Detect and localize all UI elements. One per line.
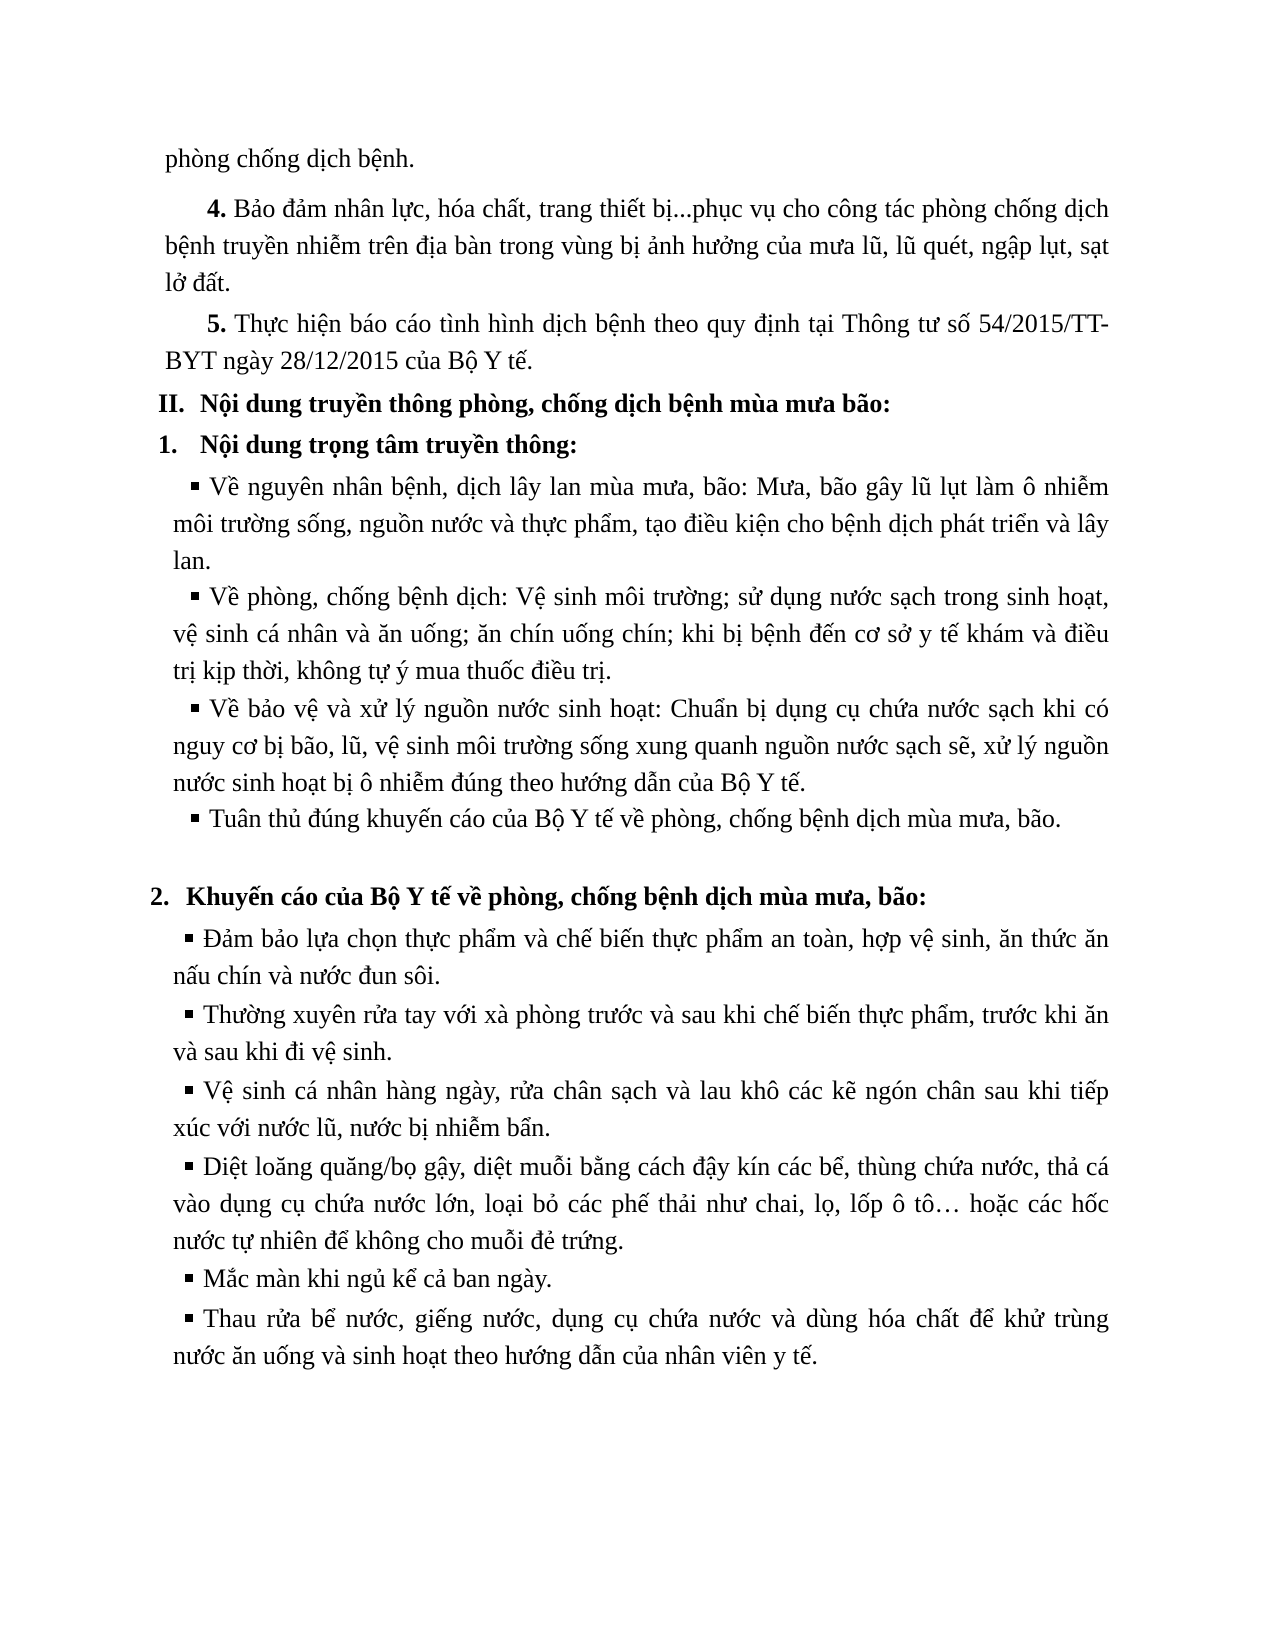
list-item [173,1072,1109,1146]
subsection-1-number: 1. [158,430,178,459]
bullet-icon [191,482,199,490]
paragraph-4-text: Bảo đảm nhân lực, hóa chất, trang thiết bị...phục vụ cho công tác phòng chống dịch bệnh truyền nhiễm trên địa bàn trong vùng bị ảnh hưởng của mưa lũ, lũ quét, ngập lụt, sạt lở đất. [165,194,1110,297]
subsection-2-number: 2. [150,882,170,911]
list-item-text: Thau rửa bể nước, giếng nước, dụng cụ chứa nước và dùng hóa chất để khử trùng nước ăn uống và sinh hoạt theo hướng dẫn của nhân viên y tế. [173,1304,1109,1370]
subsection-2-title: Khuyến cáo của Bộ Y tế về phòng, chống bệnh dịch mùa mưa, bão: [186,882,928,911]
list-item [173,800,1109,837]
list-item [173,920,1109,994]
list-item-text: Diệt loăng quăng/bọ gậy, diệt muỗi bằng cách đậy kín các bể, thùng chứa nước, thả cá vào dụng cụ chứa nước lớn, loại bỏ các phế thải như chai, lọ, lốp ô tô… hoặc các hốc nước tự nhiên để không cho muỗi đẻ trứng. [173,1152,1109,1255]
subsection-1-title: Nội dung trọng tâm truyền thông: [200,430,578,459]
bullet-icon [185,1162,193,1170]
list-item-text: Tuân thủ đúng khuyến cáo của Bộ Y tế về phòng, chống bệnh dịch mùa mưa, bão. [209,804,1062,833]
list-item [173,468,1109,579]
bullet-icon [191,814,199,822]
subsection-1-heading [158,426,578,463]
list-item-text: Về bảo vệ và xử lý nguồn nước sinh hoạt: Chuẩn bị dụng cụ chứa nước sạch khi có nguy cơ bị bão, lũ, vệ sinh môi trường sống xung quanh nguồn nước sạch sẽ, xử lý nguồn nước sinh hoạt bị ô nhiễm đúng theo hướng dẫn của Bộ Y tế. [173,694,1109,797]
paragraph-5 [165,305,1109,379]
list-item-text: Thường xuyên rửa tay với xà phòng trước và sau khi chế biến thực phẩm, trước khi ăn và sau khi đi vệ sinh. [173,1000,1109,1066]
list-item-text: Đảm bảo lựa chọn thực phẩm và chế biến thực phẩm an toàn, hợp vệ sinh, ăn thức ăn nấu chín và nước đun sôi. [173,924,1109,990]
list-item-text: Vệ sinh cá nhân hàng ngày, rửa chân sạch và lau khô các kẽ ngón chân sau khi tiếp xúc với nước lũ, nước bị nhiễm bẩn. [173,1076,1109,1142]
section-2-heading [158,385,891,422]
bullet-icon [185,1086,193,1094]
list-item-text: Về nguyên nhân bệnh, dịch lây lan mùa mưa, bão: Mưa, bão gây lũ lụt làm ô nhiễm môi trường sống, nguồn nước và thực phẩm, tạo điều kiện cho bệnh dịch phát triển và lây lan. [173,472,1109,575]
list-item [173,1148,1109,1259]
list-item [173,996,1109,1070]
continuation-line [165,140,1109,177]
continuation-text: phòng chống dịch bệnh. [165,144,415,173]
bullet-icon [185,1274,193,1282]
bullet-icon [185,934,193,942]
list-item-text: Mắc màn khi ngủ kể cả ban ngày. [203,1264,553,1293]
bullet-icon [185,1010,193,1018]
paragraph-4-number: 4. [207,194,227,223]
paragraph-4 [165,190,1109,301]
paragraph-5-number: 5. [207,309,227,338]
bullet-icon [185,1314,193,1322]
list-item [173,578,1109,689]
list-item [173,1260,1109,1297]
list-item-text: Về phòng, chống bệnh dịch: Vệ sinh môi trường; sử dụng nước sạch trong sinh hoạt, vệ sinh cá nhân và ăn uống; ăn chín uống chín; khi bị bệnh đến cơ sở y tế khám và điều trị kịp thời, không tự ý mua thuốc điều trị. [173,582,1109,685]
list-item [173,690,1109,801]
bullet-icon [191,704,199,712]
paragraph-5-text: Thực hiện báo cáo tình hình dịch bệnh theo quy định tại Thông tư số 54/2015/TT-BYT ngày 28/12/2015 của Bộ Y tế. [165,309,1110,375]
section-2-number: II. [158,389,185,418]
section-2-title: Nội dung truyền thông phòng, chống dịch bệnh mùa mưa bão: [200,389,892,418]
list-item [173,1300,1109,1374]
bullet-icon [191,592,199,600]
subsection-2-heading [150,878,927,915]
